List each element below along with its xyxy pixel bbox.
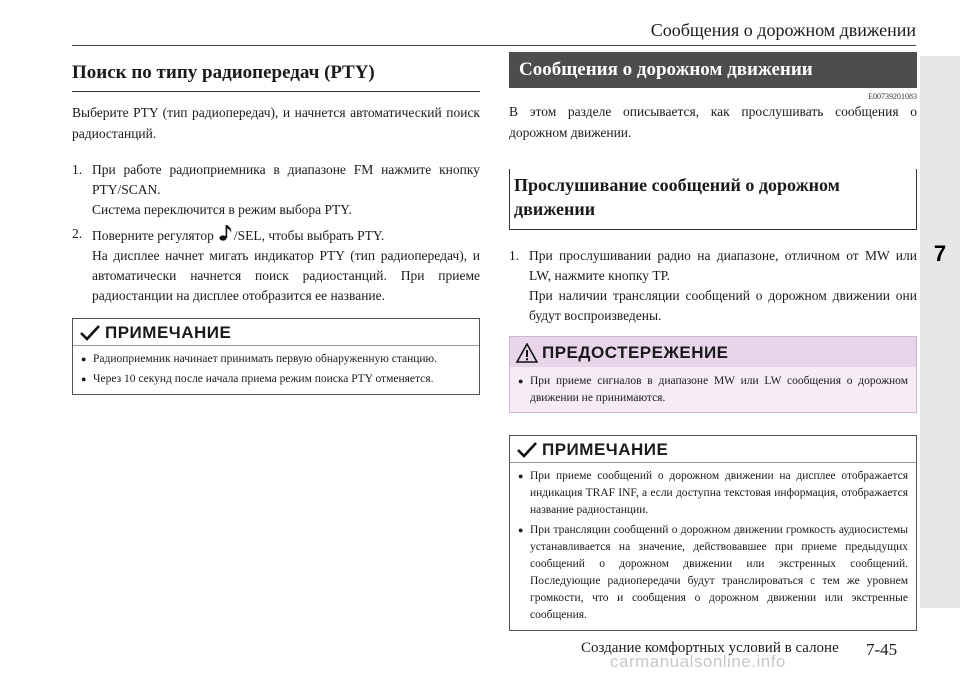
watermark-text: carmanualsonline.info	[610, 652, 786, 671]
left-column	[72, 52, 480, 395]
step-text	[92, 224, 480, 246]
warning-triangle-icon	[516, 343, 538, 363]
step-number: 1.	[509, 248, 520, 263]
page-number: 7-45	[866, 640, 898, 659]
note-item-text: При трансляции сообщений о дорожном движении громкость аудиосистемы устанавливается на значение, действовавшее при приеме предыдущих сообщений о дорожном движении или экстренных сообщений. Последующие радиопередачи будут транслироваться с тем же уровнем громкости, что и сообщения о дорожном движении или экстренные сообщения.	[530, 524, 908, 621]
pty-step-1	[72, 160, 480, 220]
step-number: 2.	[72, 226, 83, 241]
traffic-subheading: Прослушивание сообщений о дорожном движении	[509, 169, 917, 230]
caution-header	[510, 337, 916, 367]
check-mark-icon	[79, 324, 101, 342]
section-code: E00739201083	[868, 92, 917, 101]
note-item-text: Через 10 секунд после начала приема режим поиска PTY отменяется.	[93, 373, 434, 385]
caution-box	[509, 336, 917, 413]
note-title: ПРИМЕЧАНИЕ	[542, 440, 669, 459]
step-number: 1.	[72, 162, 83, 177]
note-header	[73, 319, 479, 345]
note-item	[81, 351, 471, 368]
caution-item	[518, 373, 908, 407]
pty-steps	[72, 160, 480, 306]
note-item	[518, 522, 908, 624]
right-column	[509, 52, 917, 631]
pty-section-heading: Поиск по типу радиопередач (PTY)	[72, 52, 480, 92]
bullet-dot-icon: ●	[518, 376, 524, 386]
step-result: Система переключится в режим выбора PTY.	[92, 202, 352, 217]
caution-title: ПРЕДОСТЕРЕЖЕНИЕ	[542, 343, 729, 362]
step-text-before: Поверните регулятор	[92, 228, 214, 243]
step-text: При прослушивании радио на диапазоне, отличном от MW или LW, нажмите кнопку TP.	[529, 248, 917, 283]
traffic-step-1	[509, 246, 917, 326]
note-item	[518, 468, 908, 519]
step-result: На дисплее начнет мигать индикатор PTY (тип радиопередач), и автоматически начнется поиск радиостанций. При приеме радиостанции на дисплее отобразится ее название.	[92, 248, 480, 303]
note-item-text: Радиоприемник начинает принимать первую обнаруженную станцию.	[93, 353, 438, 365]
traffic-note-box	[509, 435, 917, 631]
pty-note-box	[72, 318, 480, 395]
bullet-dot-icon: ●	[81, 374, 87, 384]
pty-intro: Выберите PTY (тип радиопередач), и начнется автоматический поиск радиостанций.	[72, 105, 480, 141]
bullet-dot-icon: ●	[518, 525, 524, 535]
chapter-number: 7	[933, 241, 947, 266]
note-header	[510, 436, 916, 462]
page-header-title: Сообщения о дорожном движении	[650, 20, 916, 40]
note-item	[81, 371, 471, 388]
music-note-knob-icon	[218, 224, 234, 242]
footer-section-label: Создание комфортных условий в салоне	[581, 640, 839, 656]
traffic-section-heading: Сообщения о дорожном движении	[509, 52, 917, 88]
step-result: При наличии трансляции сообщений о дорожном движении они будут воспроизведены.	[529, 288, 917, 323]
note-item-text: При приеме сообщений о дорожном движении на дисплее отображается индикация TRAF INF, а если доступна текстовая информация, отображается название радиостанции.	[530, 470, 908, 516]
check-mark-icon	[516, 441, 538, 459]
traffic-intro: В этом разделе описывается, как прослушивать сообщения о дорожном движении.	[509, 104, 917, 140]
step-text-after: /SEL, чтобы выбрать PTY.	[233, 228, 385, 243]
note-title: ПРИМЕЧАНИЕ	[105, 323, 232, 342]
bullet-dot-icon: ●	[81, 354, 87, 364]
chapter-side-tab[interactable]	[920, 56, 960, 608]
step-text: При работе радиоприемника в диапазоне FM нажмите кнопку PTY/SCAN.	[92, 162, 480, 197]
bullet-dot-icon: ●	[518, 471, 524, 481]
traffic-steps	[509, 246, 917, 326]
header-rule	[72, 45, 916, 46]
caution-item-text: При приеме сигналов в диапазоне MW или LW сообщения о дорожном движении не принимаются.	[530, 375, 908, 404]
pty-step-2	[72, 224, 480, 306]
